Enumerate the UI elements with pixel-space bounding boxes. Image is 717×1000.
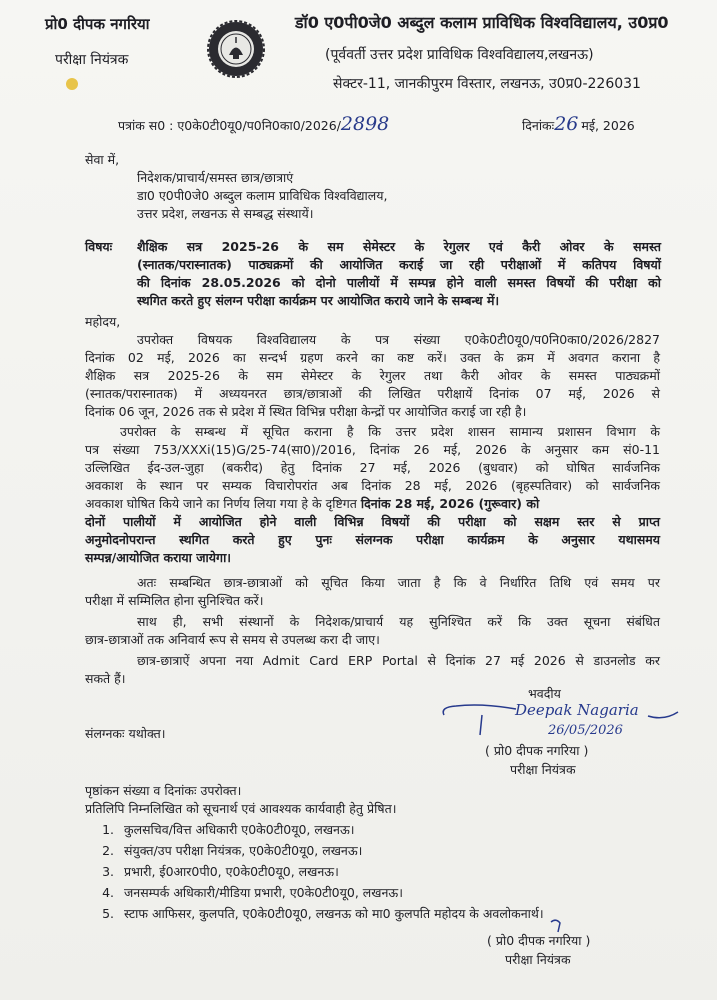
closing2-name: ( प्रो0 दीपक नगरिया ): [487, 933, 591, 948]
subject-line-4: स्थगित करते हुए संलग्न परीक्षा कार्यक्रम पर आयोजित कराये जाने के सम्बन्ध में।: [137, 293, 500, 308]
subject-line-3: की दिनांक 28.05.2026 को दोनो पालीयों में सम्पन्न होने वाली समस्त विषयों की परीक्षा को: [137, 275, 661, 290]
para1-line-5: दिनांक 06 जून, 2026 तक से प्रदेश में स्थित विभिन्न परीक्षा केन्द्रों पर आयोजित कराई जा रही है।: [85, 404, 527, 419]
para2-line-6: दोनों पालीयों में आयोजित होने वाली विभिन्न विषयों की परीक्षा को सक्षम स्तर से प्राप्त: [85, 514, 660, 529]
para2-line-8: सम्पन्न/आयोजित कराया जायेगा।: [85, 550, 232, 565]
para1-line-3: शैक्षिक सत्र 2025-26 के सम सेमेस्टर के रेगुलर तथा कैरी ओवर के समस्त पाठ्यक्रमों: [85, 368, 660, 383]
university-address: सेक्टर-11, जानकीपुरम विस्तार, लखनऊ, उ0प्र0-226031: [333, 76, 641, 92]
date-rest: मई, 2026: [581, 118, 635, 133]
date-label: दिनांकः: [522, 118, 555, 133]
date-line: [522, 113, 635, 135]
para5-line-2: सकते हैं।: [85, 671, 126, 686]
subject-line-1: शैक्षिक सत्र 2025-26 के सम सेमेस्टर के रेगुलर एवं कैरी ओवर के समस्त: [137, 239, 661, 254]
header-left-designation: परीक्षा नियंत्रक: [55, 52, 129, 68]
addressee-line-4: उत्तर प्रदेश, लखनऊ से सम्बद्ध संस्थायें।: [137, 206, 314, 221]
reference-line: [118, 113, 389, 135]
closing2-designation: परीक्षा नियंत्रक: [505, 952, 571, 967]
closing-name: ( प्रो0 दीपक नगरिया ): [485, 743, 589, 758]
salutation: महोदय,: [85, 314, 121, 329]
addressee-line-3: डा0 ए0पी0जे0 अब्दुल कलाम प्राविधिक विश्वविद्यालय,: [137, 188, 388, 203]
addressee-line-1: सेवा में,: [85, 152, 120, 167]
signature-date-handwritten: 26/05/2026: [548, 723, 623, 738]
para5-line-1: छात्र-छात्राऐं अपना नया Admit Card ERP Portal से दिनांक 27 मई 2026 से डाउनलोड कर: [137, 653, 660, 668]
para2-line-1: उपरोक्त के सम्बन्ध में सूचित कराना है कि उत्तर प्रदेश शासन सामान्य प्रशासन विभाग के: [120, 424, 660, 439]
closing-bhavdiya: भवदीय: [528, 686, 561, 701]
yellow-dot-mark: [66, 78, 78, 90]
para3-line-1: अतः सम्बन्धित छात्र-छात्राओं को सूचित किया जाता है कि वे निर्धारित तिथि एवं समय पर: [137, 575, 660, 590]
para2-line-5a: अवकाश घोषित किये जाने का निर्णय लिया गया हे के दृष्टिगत: [85, 496, 361, 511]
date-day-handwritten: 26: [554, 113, 579, 135]
para2-line-5b: दिनांक 28 मई, 2026 (गुरूवार) को: [360, 496, 540, 511]
list-item: 5. स्टाफ आफिसर, कुलपति, ए0के0टी0यू0, लखनऊ को मा0 कुलपति महोदय के अवलोकनार्थ।: [118, 903, 544, 924]
endorsement-intro: प्रतिलिपि निम्नलिखित को सूचनार्थ एवं आवश्यक कार्यवाही हेतु प्रेषित।: [85, 801, 397, 816]
para2-line-3: उल्लिखित ईद-उल-जुहा (बकरीद) हेतु दिनांक 27 मई, 2026 (बुधवार) को घोषित सार्वजनिक: [85, 460, 660, 475]
para2-line-7: अनुमोदनोपरान्त स्थगित करते हुए पुनः संलग्नक परीक्षा कार्यक्रम के अनुसार यथासमय: [85, 532, 660, 547]
para2-line-4: अवकाश के स्थान पर सम्यक विचारोपरांत अब दिनांक 28 मई, 2026 (बृहस्पतिवार) को सार्वजनिक: [85, 478, 660, 493]
para4-line-1: साथ ही, सभी संस्थानों के निदेशक/प्राचार्य यह सुनिश्चित करें कि उक्त सूचना संबंधित: [137, 614, 660, 629]
university-former-name: (पूर्ववर्ती उत्तर प्रदेश प्राविधिक विश्वविद्यालय,लखनऊ): [325, 47, 594, 63]
university-name: डॉ0 ए0पी0जे0 अब्दुल कलाम प्राविधिक विश्वविद्यालय, उ0प्र0: [295, 13, 669, 32]
list-item: 2. संयुक्त/उप परीक्षा नियंत्रक, ए0के0टी0यू0, लखनऊ।: [118, 840, 544, 861]
para1-line-4: (स्नातक/परास्नातक) में अध्ययनरत छात्र/छात्राओं की लिखित परीक्षायें दिनांक 07 मई, 2026 से: [85, 386, 660, 401]
subject-label: विषयः: [85, 239, 113, 254]
enclosure-line: संलग्नकः यथोक्त।: [85, 726, 166, 741]
reference-number-handwritten: 2898: [340, 113, 390, 135]
signature-name-handwritten: Deepak Nagaria: [515, 701, 639, 719]
para1-line-1: उपरोक्त विषयक विश्वविद्यालय के पत्र संख्या ए0के0टी0यू0/प0नि0का0/2026/2827: [137, 332, 660, 347]
para2-line-2: पत्र संख्या 753/XXXi(15)G/25-74(सा0)/2016, दिनांक 26 मई, 2026 के अनुसार कम सं0-11: [85, 442, 660, 457]
para3-line-2: परीक्षा में सम्मिलित होना सुनिश्चित करें।: [85, 593, 264, 608]
subject-line-2: (स्नातक/परास्नातक) पाठ्यक्रमों की आयोजित कराई जा रही परीक्षाओं में कतिपय विषयों: [137, 257, 661, 272]
closing-designation: परीक्षा नियंत्रक: [510, 762, 576, 777]
addressee-line-2: निदेशक/प्राचार्य/समस्त छात्र/छात्राएं: [137, 170, 294, 185]
list-item: 3. प्रभारी, ई0आर0पी0, ए0के0टी0यू0, लखनऊ।: [118, 861, 544, 882]
endorsement-title: पृष्ठांकन संख्या व दिनांकः उपरोक्त।: [85, 783, 242, 798]
university-emblem-icon: [207, 20, 265, 78]
list-item: 4. जनसम्पर्क अधिकारी/मीडिया प्रभारी, ए0के0टी0यू0, लखनऊ।: [118, 882, 544, 903]
endorsement-recipient-list: [96, 819, 544, 924]
list-item: 1. कुलसचिव/वित्त अधिकारी ए0के0टी0यू0, लखनऊ।: [118, 819, 544, 840]
para1-line-2: दिनांक 02 मई, 2026 का सन्दर्भ ग्रहण करने का कष्ट करें। उक्त के क्रम में अवगत कराना है: [85, 350, 660, 365]
para4-line-2: छात्र-छात्राओं तक अनिवार्य रूप से समय से उपलब्ध करा दी जाए।: [85, 632, 380, 647]
reference-label: पत्रांक स0 : ए0के0टी0यू0/प0नि0का0/2026/: [118, 118, 341, 133]
header-left-name: प्रो0 दीपक नगरिया: [45, 15, 150, 33]
para2-line-5: [85, 495, 660, 513]
